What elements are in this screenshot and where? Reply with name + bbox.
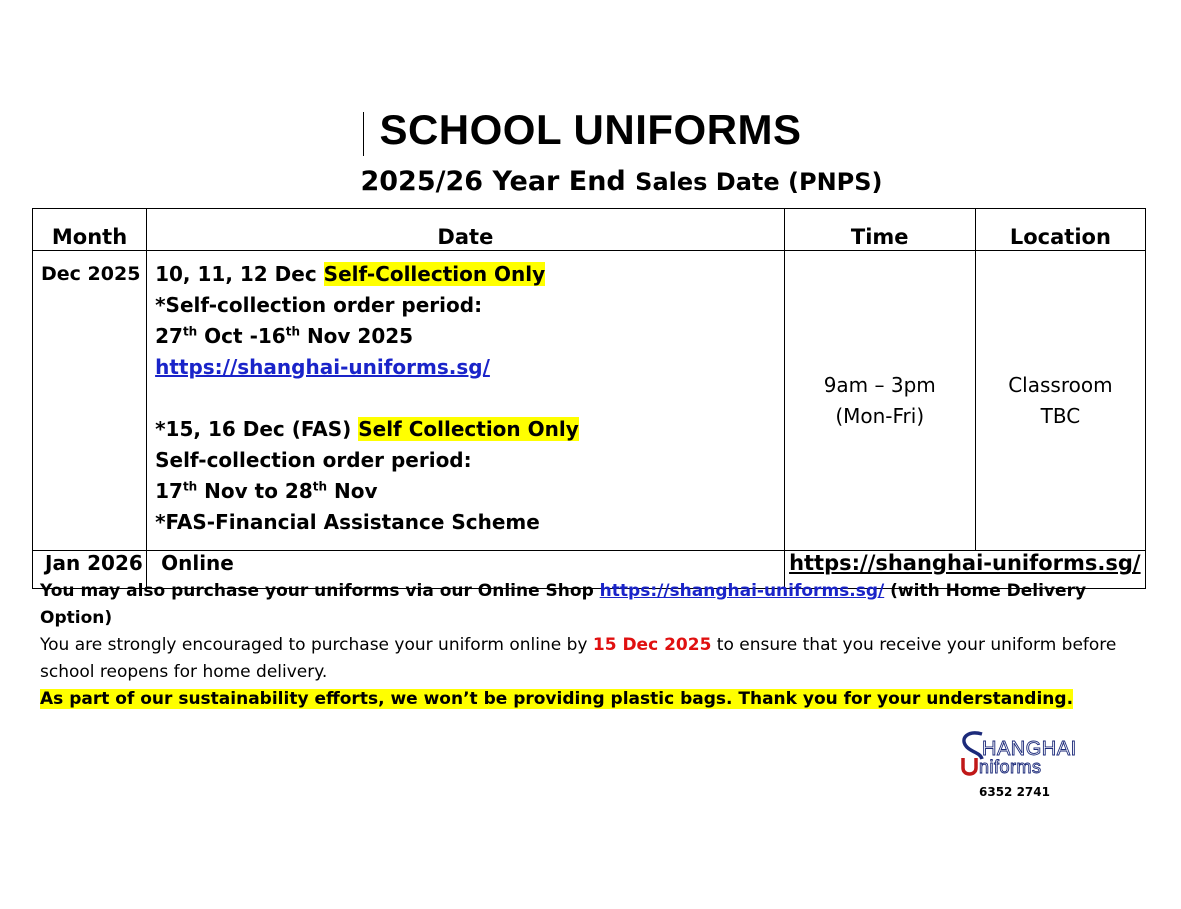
table-header-row [33,209,1146,251]
note-text: (with Home Delivery Option) [40,581,1087,628]
fas-footnote: *FAS-Financial Assistance Scheme [155,510,540,534]
subtitle-main: 2025/26 Year End [360,166,626,197]
fas-dates: *15, 16 Dec (FAS) [155,417,359,441]
row-time [784,251,975,551]
subtitle-rest: Sales Date (PNPS) [635,168,883,196]
fas-order-period-label: Self-collection order period: [155,448,472,472]
location-name: Classroom [1008,372,1113,397]
logo-text-line1: HANGHAI [982,738,1077,760]
notes-section [40,578,1150,713]
table-row [33,251,1146,551]
note-text: You are strongly encouraged to purchase your uniform online by [40,635,593,655]
online-shop-note [40,578,1150,632]
header-time: Time [784,209,975,251]
order-period-dates [155,321,784,352]
shanghai-uniforms-logo [958,728,1088,784]
logo-s-stroke [964,733,982,759]
note-text: You may also purchase your uniforms via our Online Shop [40,581,600,601]
self-collection-badge: Self-Collection Only [323,262,546,286]
sale-dates: 10, 11, 12 Dec [155,262,324,286]
header-date: Date [147,209,785,251]
row-month: Dec 2025 [33,251,147,551]
fas-dates-line [155,414,784,445]
date-part: Nov [327,479,378,503]
note-text: to ensure that you receive your uniform before school reopens for home delivery. [40,635,1117,682]
self-collection-badge: Self Collection Only [358,417,579,441]
order-period-label: *Self-collection order period: [155,293,483,317]
date-part: 27 [155,324,183,348]
time-days: (Mon-Fri) [835,403,925,428]
note-shop-link[interactable]: https://shanghai-uniforms.sg/ [599,581,885,601]
ordinal-suffix: th [182,479,198,494]
date-part: Nov 2025 [299,324,414,348]
ordinal-suffix: th [182,324,198,339]
row-date: Online [147,551,785,589]
header-location: Location [975,209,1145,251]
ordinal-suffix: th [312,479,328,494]
sustainability-note: As part of our sustainability efforts, we won’t be providing plastic bags. Thank you for your understanding. [40,689,1074,709]
header-month: Month [33,209,147,251]
logo-u-stroke [963,758,976,774]
online-shop-link[interactable]: https://shanghai-uniforms.sg/ [784,551,1145,589]
deadline-date: 15 Dec 2025 [592,635,712,655]
shop-link[interactable]: https://shanghai-uniforms.sg/ [155,355,490,379]
logo-text-line2: niforms [979,757,1042,777]
ordinal-suffix: th [285,324,300,339]
row-month: Jan 2026 [33,551,147,589]
page-title: SCHOOL UNIFORMS [379,106,802,153]
sale-dates-line [155,259,784,290]
date-part: 17 [155,479,183,503]
date-part: Oct -16 [197,324,286,348]
phone-number: 6352 2741 [979,785,1050,799]
purchase-deadline-note [40,632,1150,686]
row-location [975,251,1145,551]
time-hours: 9am – 3pm [823,372,936,397]
row-date-details [147,251,785,551]
page-subtitle [0,166,1181,197]
date-part: Nov to 28 [197,479,313,503]
location-tbc: TBC [1040,403,1081,428]
sales-schedule-table [32,208,1146,589]
fas-order-period-dates [155,476,784,507]
